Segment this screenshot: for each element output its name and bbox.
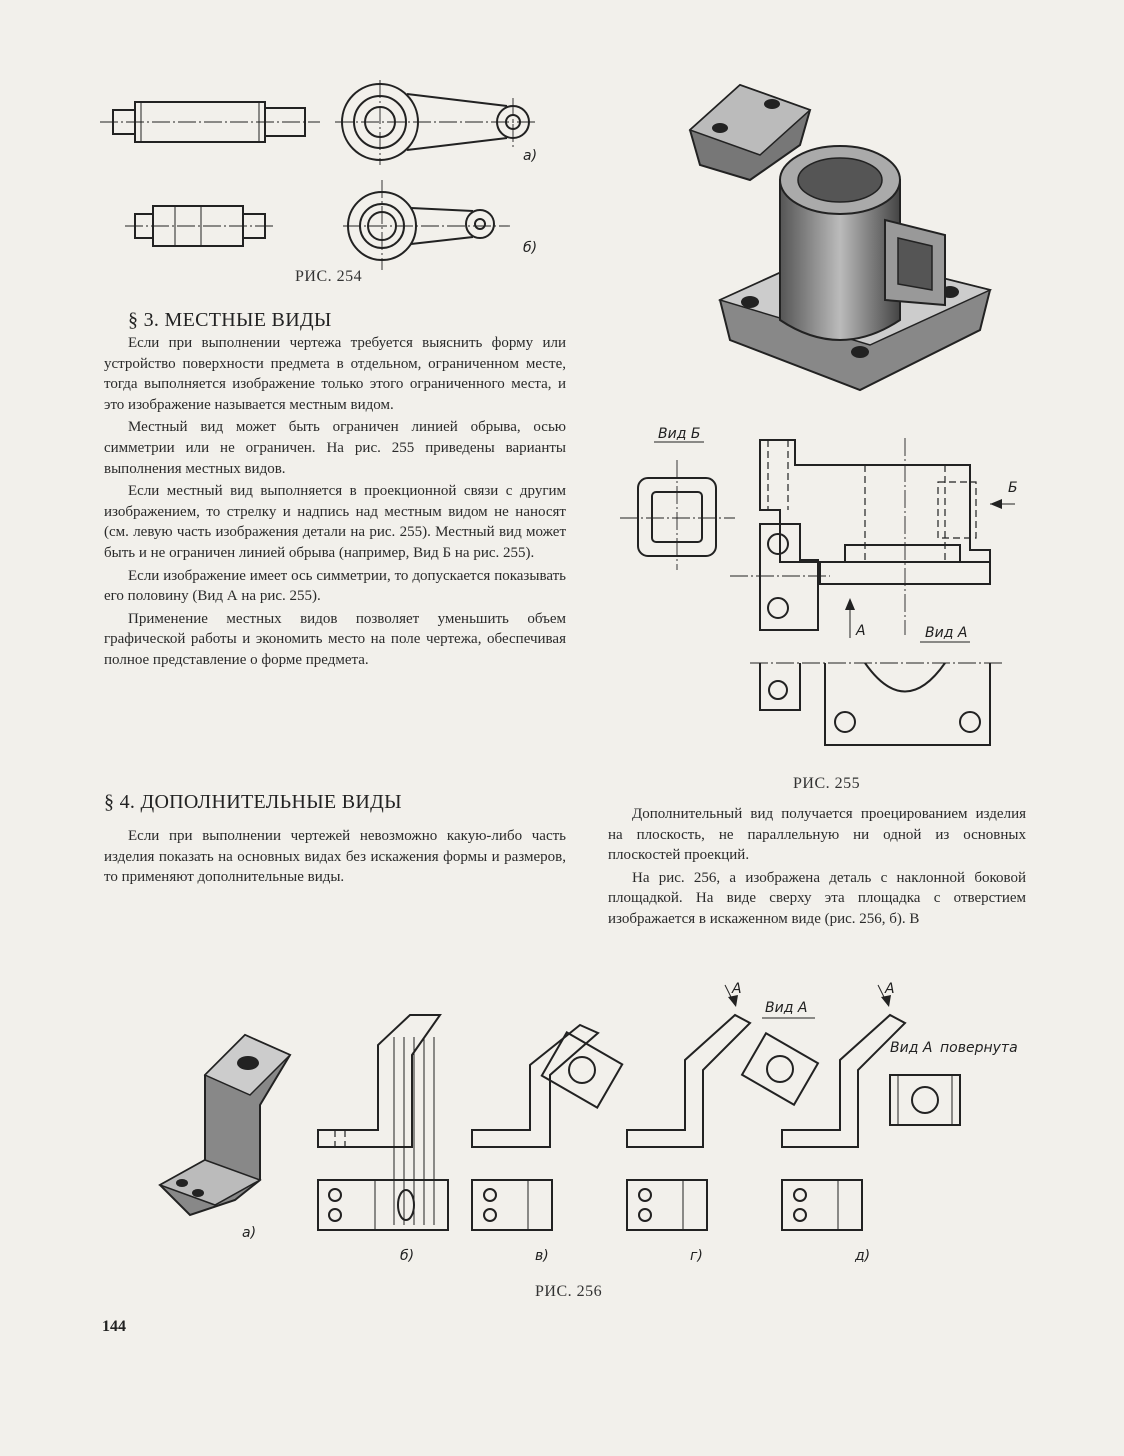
fig256d-views: [782, 981, 1018, 1230]
section4-heading: § 4. ДОПОЛНИТЕЛЬНЫЕ ВИДЫ: [104, 791, 402, 813]
section3-paragraph: Местный вид может быть ограничен линией обрыва, осью симметрии или не ограничен. На рис. 255 приведены варианты выполнения местных видов.: [104, 419, 566, 477]
section3-body: [104, 333, 566, 673]
section3-paragraph: Если при выполнении чертежа требуется выяснить форму или устройство поверхности предмета в отдельном, ограниченном месте, тогда выполняется изображение только этого ограниченного места, и это изображение называется местным видом.: [104, 335, 566, 413]
section3-heading: § 3. МЕСТНЫЕ ВИДЫ: [128, 309, 332, 331]
figure-255-isometric: [680, 70, 1000, 400]
fig256b-views: [318, 1015, 448, 1230]
fig256-label-g: г): [690, 1248, 703, 1264]
fig256-caption: РИС. 256: [535, 1283, 603, 1300]
fig254-caption: РИС. 254: [295, 268, 363, 285]
fig255-caption: РИС. 255: [793, 775, 861, 792]
fig256d-arrow-a: А: [885, 981, 895, 997]
fig256d-view-a-label: Вид А: [890, 1040, 933, 1056]
fig256g-views: [627, 981, 818, 1230]
fig255-view-a-label: Вид А: [925, 625, 968, 641]
section3-paragraph: Если изображение имеет ось симметрии, то допускается показывать его половину (Вид А на рис. 255).: [104, 567, 566, 605]
fig255-view-a: [750, 663, 1005, 745]
fig256-label-d: д): [855, 1248, 871, 1264]
fig256g-view-a-label: Вид А: [765, 1000, 808, 1016]
figure-255-views: [620, 420, 1030, 770]
fig256-label-b: б): [400, 1248, 415, 1264]
page-number: 144: [102, 1318, 126, 1335]
fig254a-shaft: [100, 102, 320, 142]
fig256a-isometric: [160, 1035, 290, 1215]
figure-256-drawing: [150, 975, 1030, 1275]
fig255-arrow-a: А: [856, 623, 866, 639]
fig254-label-a: а): [523, 148, 538, 164]
section3-paragraph: Если местный вид выполняется в проекционной связи с другим изображением, то стрелку и надпись над местным видом не наносят (см. левую часть изображения детали на рис. 255). Местный вид может быть и не ограничен линией обрыва (например, Вид Б на рис. 255).: [104, 483, 566, 561]
fig256g-arrow-a: А: [732, 981, 742, 997]
fig254b-lever: [343, 180, 510, 270]
right-paragraph: Дополнительный вид получается проецированием изделия на плоскость, не параллельную ни одной из основных плоскостей проекций.: [608, 806, 1026, 864]
right-column-body: [608, 804, 1026, 932]
fig256-label-a: а): [242, 1225, 257, 1241]
section3-paragraph: Применение местных видов позволяет уменьшить объем графической работы и экономить место на поле чертежа, обеспечивая полное представление о форме предмета.: [104, 610, 566, 668]
fig256d-rotated-word: повернута: [940, 1040, 1018, 1056]
fig254a-lever: [335, 80, 538, 165]
fig254b-shaft: [125, 206, 275, 246]
figure-254-drawing: [95, 80, 565, 270]
fig255-view-b-label: Вид Б: [658, 426, 701, 442]
fig256-label-v: в): [535, 1248, 549, 1264]
fig254-label-b: б): [523, 240, 538, 256]
fig255-arrow-b: Б: [1008, 480, 1018, 496]
section4-body: [104, 826, 566, 890]
fig256v-views: [472, 1025, 622, 1230]
right-paragraph: На рис. 256, а изображена деталь с наклонной боковой площадкой. На виде сверху эта площадка с отверстием изображается в искаженном виде (рис. 256, б). В: [608, 869, 1026, 927]
fig255-front-view: [760, 438, 1018, 635]
fig255-view-b: [620, 460, 735, 570]
section4-paragraph: Если при выполнении чертежей невозможно какую-либо часть изделия показать на основных видах без искажения формы и размеров, то применяют дополнительные виды.: [104, 828, 566, 886]
